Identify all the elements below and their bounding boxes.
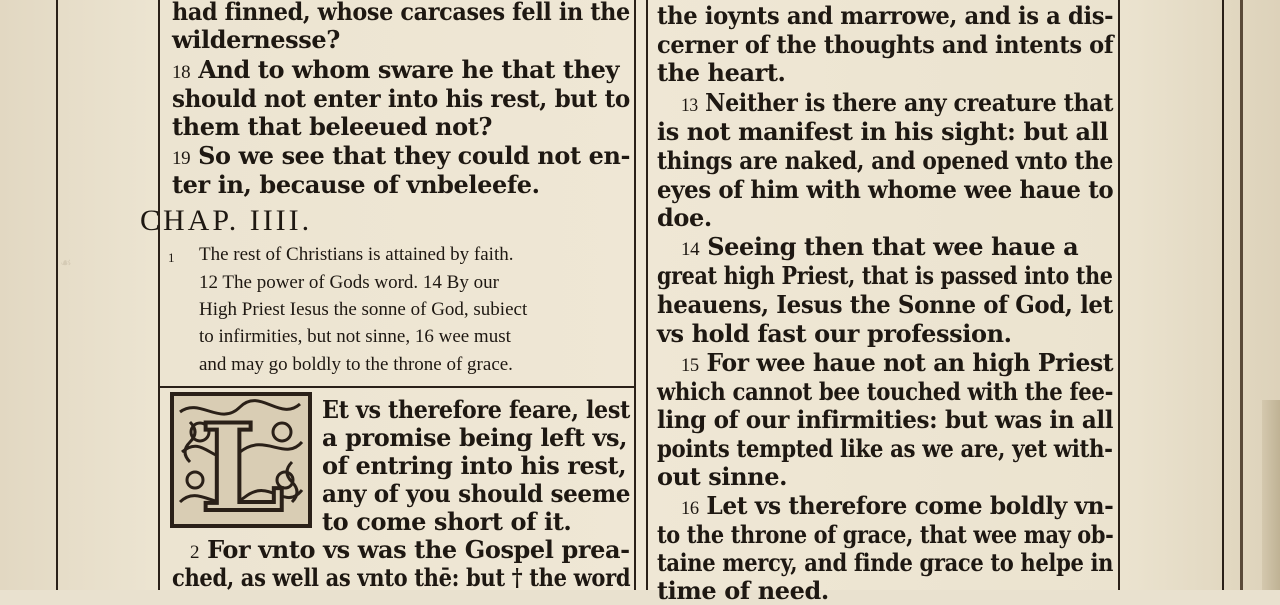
verse-line: to the throne of grace, that wee may ob- [657, 520, 1114, 549]
verse-number: 19 [172, 148, 191, 169]
verse-line: the ioynts and marrowe, and is a dis- [657, 1, 1114, 30]
argument-line: to infirmities, but not sinne, 16 wee must [199, 326, 511, 347]
verse-line: of entring into his rest, [322, 451, 627, 480]
verse-line: which cannot bee touched with the fee- [657, 377, 1114, 406]
verse-line: doe. [657, 203, 712, 232]
verse-line: them that beleeued not? [172, 112, 493, 141]
verse-line: great high Priest, that is passed into the [657, 261, 1113, 290]
right-margin-rule [1222, 0, 1224, 590]
verse-line: is not manifest in his sight: but all [657, 117, 1109, 146]
verse-line: a promise being left vs, [322, 423, 628, 452]
verse-line: heauens, Iesus the Sonne of God, let [657, 290, 1113, 319]
verse-line: cerner of the thoughts and intents of [657, 30, 1114, 59]
right-column-rule [1118, 0, 1120, 590]
verse-line: the heart. [657, 58, 786, 87]
svg-text:L: L [200, 398, 285, 539]
verse-14: 14 Seeing then that wee haue a [681, 232, 1079, 261]
center-gutter-rule-2 [646, 0, 648, 590]
argument-marker: 1 [168, 250, 175, 265]
argument-line: and may go boldly to the throne of grace. [199, 354, 513, 375]
verse-line: time of need. [657, 576, 829, 605]
verse-number: 16 [681, 498, 699, 519]
bleed-through-mark: ☙ [60, 255, 72, 270]
verse-number: 2 [190, 542, 200, 563]
argument-line: High Priest Iesus the sonne of God, subiect [199, 299, 528, 320]
verse-2: 2 For vnto vs was the Gospel prea- [190, 535, 630, 564]
verse-number: 18 [172, 62, 191, 83]
verse-line: wildernesse? [172, 25, 340, 54]
left-margin-rule [56, 0, 58, 590]
verse-line: ched, as well as vnto thē: but † the word [172, 563, 631, 592]
chapter-heading: CHAP. IIII. [140, 204, 313, 237]
verse-13: 13 Neither is there any creature that [681, 88, 1114, 117]
verse-line: things are naked, and opened vnto the [657, 146, 1114, 175]
left-column-rule [158, 0, 160, 590]
argument-line: 12 The power of Gods word. 14 By our [199, 272, 499, 293]
adjacent-page-edge [1262, 400, 1280, 590]
verse-16: 16 Let vs therefore come boldly vn- [681, 491, 1114, 520]
verse-18: 18 And to whom sware he that they [172, 55, 620, 84]
verse-number: 13 [681, 95, 698, 116]
verse-number: 14 [681, 239, 700, 260]
decorated-initial-letter [170, 392, 312, 539]
verse-line: Et vs therefore feare, lest [322, 395, 630, 424]
verse-line: ling of our infirmities: but was in all [657, 405, 1114, 434]
verse-line: taine mercy, and finde grace to helpe in [657, 548, 1114, 577]
verse-line: eyes of him with whome wee haue to [657, 175, 1114, 204]
center-gutter-rule [634, 0, 636, 590]
verse-line: vs hold fast our profession. [657, 319, 1012, 348]
verse-19: 19 So we see that they could not en- [172, 141, 631, 170]
verse-line: out sinne. [657, 462, 788, 491]
page-edge-rule [1240, 0, 1243, 590]
verse-line: should not enter into his rest, but to [172, 84, 630, 113]
verse-line: any of you should seeme [322, 479, 631, 508]
verse-line: had finned, whose carcases fell in the [172, 0, 630, 26]
verse-line: points tempted like as we are, yet with- [657, 434, 1113, 463]
verse-line: ter in, because of vnbeleefe. [172, 170, 540, 199]
verse-15: 15 For wee haue not an high Priest [681, 348, 1114, 377]
argument-line: The rest of Christians is attained by faith. [199, 244, 514, 265]
verse-line: to come short of it. [322, 507, 572, 536]
verse-number: 15 [681, 355, 699, 376]
argument-divider [160, 386, 634, 388]
